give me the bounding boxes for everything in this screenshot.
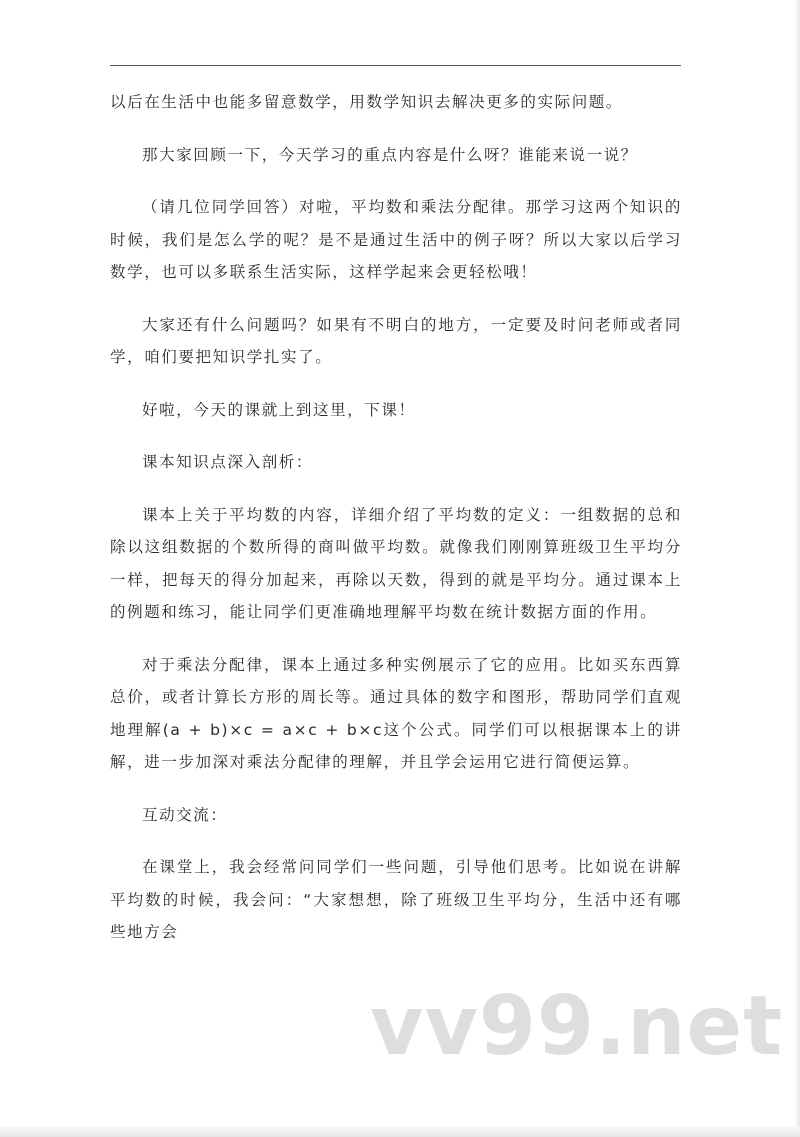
paragraph-class-dismissed: 好啦，今天的课就上到这里，下课！ <box>142 400 416 419</box>
section-heading-interaction: 互动交流： <box>142 805 228 824</box>
header-rule <box>110 65 681 66</box>
paragraph-distributive-law: 对于乘法分配律，课本上通过多种实例展示了它的应用。比如买东西算总价，或者计算长方形的周长等。通过具体的数字和图形，帮助同学们直观地理解(a + b)×c = a×c + b×c这个公式。同学们可以根据课本上的讲解，进一步加深对乘法分配律的理解，并且学会运用它进行简便运算。 <box>110 655 682 771</box>
page-edge-shadow <box>794 0 800 1137</box>
page-bottom-edge <box>0 1127 800 1137</box>
paragraph-continuation: 以后在生活中也能多留意数学，用数学知识去解决更多的实际问题。 <box>110 93 624 111</box>
document-body <box>110 86 682 969</box>
paragraph-average-definition: 课本上关于平均数的内容，详细介绍了平均数的定义：一组数据的总和除以这组数据的个数所得的商叫做平均数。就像我们刚刚算班级卫生平均分一样，把每天的得分加起来，再除以天数，得到的就是平均分。通过课本上的例题和练习，能让同学们更准确地理解平均数在统计数据方面的作用。 <box>110 505 682 621</box>
section-heading-textbook-analysis: 课本知识点深入剖析： <box>142 453 314 471</box>
paragraph-questions: 大家还有什么问题吗？如果有不明白的地方，一定要及时问老师或者同学，咱们要把知识学扎实了。 <box>110 315 682 366</box>
watermark: vv99.net <box>370 979 784 1074</box>
paragraph-review-question: 那大家回顾一下，今天学习的重点内容是什么呀？谁能来说一说？ <box>142 145 638 164</box>
paragraph-student-answer: （请几位同学回答）对啦，平均数和乘法分配律。那学习这两个知识的时候，我们是怎么学的呢？是不是通过生活中的例子呀？所以大家以后学习数学，也可以多联系生活实际，这样学起来会更轻松哦！ <box>110 198 682 281</box>
paragraph-classroom-questions: 在课堂上，我会经常问同学们一些问题，引导他们思考。比如说在讲解平均数的时候，我会问：“大家想想，除了班级卫生平均分，生活中还有哪些地方会 <box>110 858 682 941</box>
